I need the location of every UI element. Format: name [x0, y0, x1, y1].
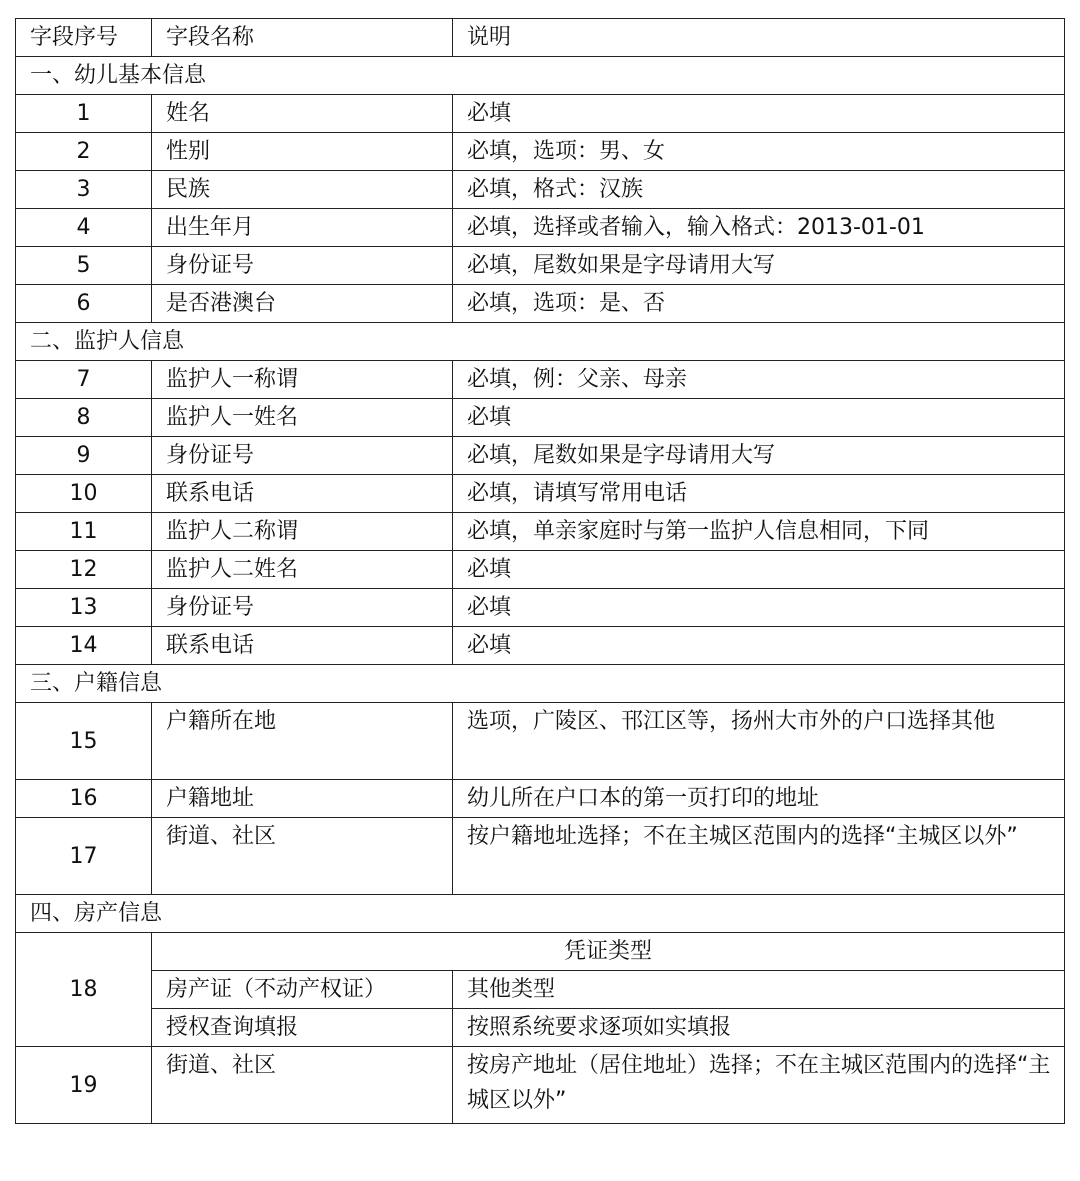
- row-desc: 必填: [453, 95, 1065, 133]
- voucher-type-subheader: 凭证类型: [152, 933, 1065, 971]
- row-desc: 必填，例：父亲、母亲: [453, 361, 1065, 399]
- row-seq: 11: [16, 513, 152, 551]
- row-name: 出生年月: [152, 209, 453, 247]
- row-seq: 1: [16, 95, 152, 133]
- table-row: [16, 247, 1065, 285]
- table-row: [16, 399, 1065, 437]
- row-desc: 必填，选择或者输入，输入格式：2013-01-01: [453, 209, 1065, 247]
- row-seq: 10: [16, 475, 152, 513]
- row-name: 身份证号: [152, 437, 453, 475]
- row-seq: 3: [16, 171, 152, 209]
- row-desc: 必填，选项：是、否: [453, 285, 1065, 323]
- section-title: 一、幼儿基本信息: [16, 57, 1065, 95]
- header-seq: 字段序号: [16, 19, 152, 57]
- row-seq: 12: [16, 551, 152, 589]
- section-row: [16, 323, 1065, 361]
- row-seq: 8: [16, 399, 152, 437]
- row-name: 身份证号: [152, 247, 453, 285]
- section-row: [16, 665, 1065, 703]
- section-title: 三、户籍信息: [16, 665, 1065, 703]
- row-name: 监护人一姓名: [152, 399, 453, 437]
- row-seq: 6: [16, 285, 152, 323]
- row-seq: 15: [16, 703, 152, 780]
- row-desc: 必填，格式：汉族: [453, 171, 1065, 209]
- table-row: [16, 95, 1065, 133]
- table-row: [16, 133, 1065, 171]
- row-name: 联系电话: [152, 627, 453, 665]
- field-spec-table: [15, 18, 1065, 1124]
- section-title: 四、房产信息: [16, 895, 1065, 933]
- row-seq: 5: [16, 247, 152, 285]
- row-seq: 14: [16, 627, 152, 665]
- table-row: [16, 1009, 1065, 1047]
- table-row: [16, 361, 1065, 399]
- row-desc: 选项，广陵区、邗江区等，扬州大市外的户口选择其他: [453, 703, 1065, 780]
- row-name: 监护人二姓名: [152, 551, 453, 589]
- row-name: 联系电话: [152, 475, 453, 513]
- table-row: [16, 818, 1065, 895]
- row-desc: 必填，选项：男、女: [453, 133, 1065, 171]
- row-name: 户籍地址: [152, 780, 453, 818]
- table-row: [16, 513, 1065, 551]
- table-row: [16, 1047, 1065, 1124]
- table-row: [16, 285, 1065, 323]
- row-seq: 2: [16, 133, 152, 171]
- header-row: [16, 19, 1065, 57]
- row-desc: 必填，尾数如果是字母请用大写: [453, 247, 1065, 285]
- table-row: [16, 209, 1065, 247]
- table-row: [16, 551, 1065, 589]
- row-name: 街道、社区: [152, 1047, 453, 1124]
- row-name: 是否港澳台: [152, 285, 453, 323]
- row-desc: 其他类型: [453, 971, 1065, 1009]
- row-name: 监护人二称谓: [152, 513, 453, 551]
- row-seq: 7: [16, 361, 152, 399]
- row-name: 监护人一称谓: [152, 361, 453, 399]
- row-seq: 13: [16, 589, 152, 627]
- table-row: [16, 933, 1065, 971]
- row-desc: 必填，尾数如果是字母请用大写: [453, 437, 1065, 475]
- section-row: [16, 895, 1065, 933]
- section-row: [16, 57, 1065, 95]
- row-desc: 必填: [453, 551, 1065, 589]
- row-desc: 必填: [453, 589, 1065, 627]
- row-name: 街道、社区: [152, 818, 453, 895]
- row-desc: 按房产地址（居住地址）选择；不在主城区范围内的选择“主城区以外”: [453, 1047, 1065, 1124]
- row-name: 房产证（不动产权证）: [152, 971, 453, 1009]
- header-desc: 说明: [453, 19, 1065, 57]
- table-row: [16, 971, 1065, 1009]
- table-row: [16, 703, 1065, 780]
- row-name: 民族: [152, 171, 453, 209]
- table-row: [16, 589, 1065, 627]
- row-seq: 16: [16, 780, 152, 818]
- row-seq: 17: [16, 818, 152, 895]
- row-desc: 幼儿所在户口本的第一页打印的地址: [453, 780, 1065, 818]
- table-row: [16, 437, 1065, 475]
- row-desc: 必填: [453, 399, 1065, 437]
- table-row: [16, 171, 1065, 209]
- table-row: [16, 780, 1065, 818]
- row-desc: 必填，请填写常用电话: [453, 475, 1065, 513]
- row-desc: 按户籍地址选择；不在主城区范围内的选择“主城区以外”: [453, 818, 1065, 895]
- row-name: 身份证号: [152, 589, 453, 627]
- row-seq: 9: [16, 437, 152, 475]
- row-seq: 18: [16, 933, 152, 1047]
- row-seq: 4: [16, 209, 152, 247]
- row-name: 户籍所在地: [152, 703, 453, 780]
- row-name: 授权查询填报: [152, 1009, 453, 1047]
- row-desc: 必填，单亲家庭时与第一监护人信息相同，下同: [453, 513, 1065, 551]
- section-title: 二、监护人信息: [16, 323, 1065, 361]
- row-name: 姓名: [152, 95, 453, 133]
- table-row: [16, 475, 1065, 513]
- row-seq: 19: [16, 1047, 152, 1124]
- row-desc: 按照系统要求逐项如实填报: [453, 1009, 1065, 1047]
- row-name: 性别: [152, 133, 453, 171]
- table-row: [16, 627, 1065, 665]
- row-desc: 必填: [453, 627, 1065, 665]
- header-name: 字段名称: [152, 19, 453, 57]
